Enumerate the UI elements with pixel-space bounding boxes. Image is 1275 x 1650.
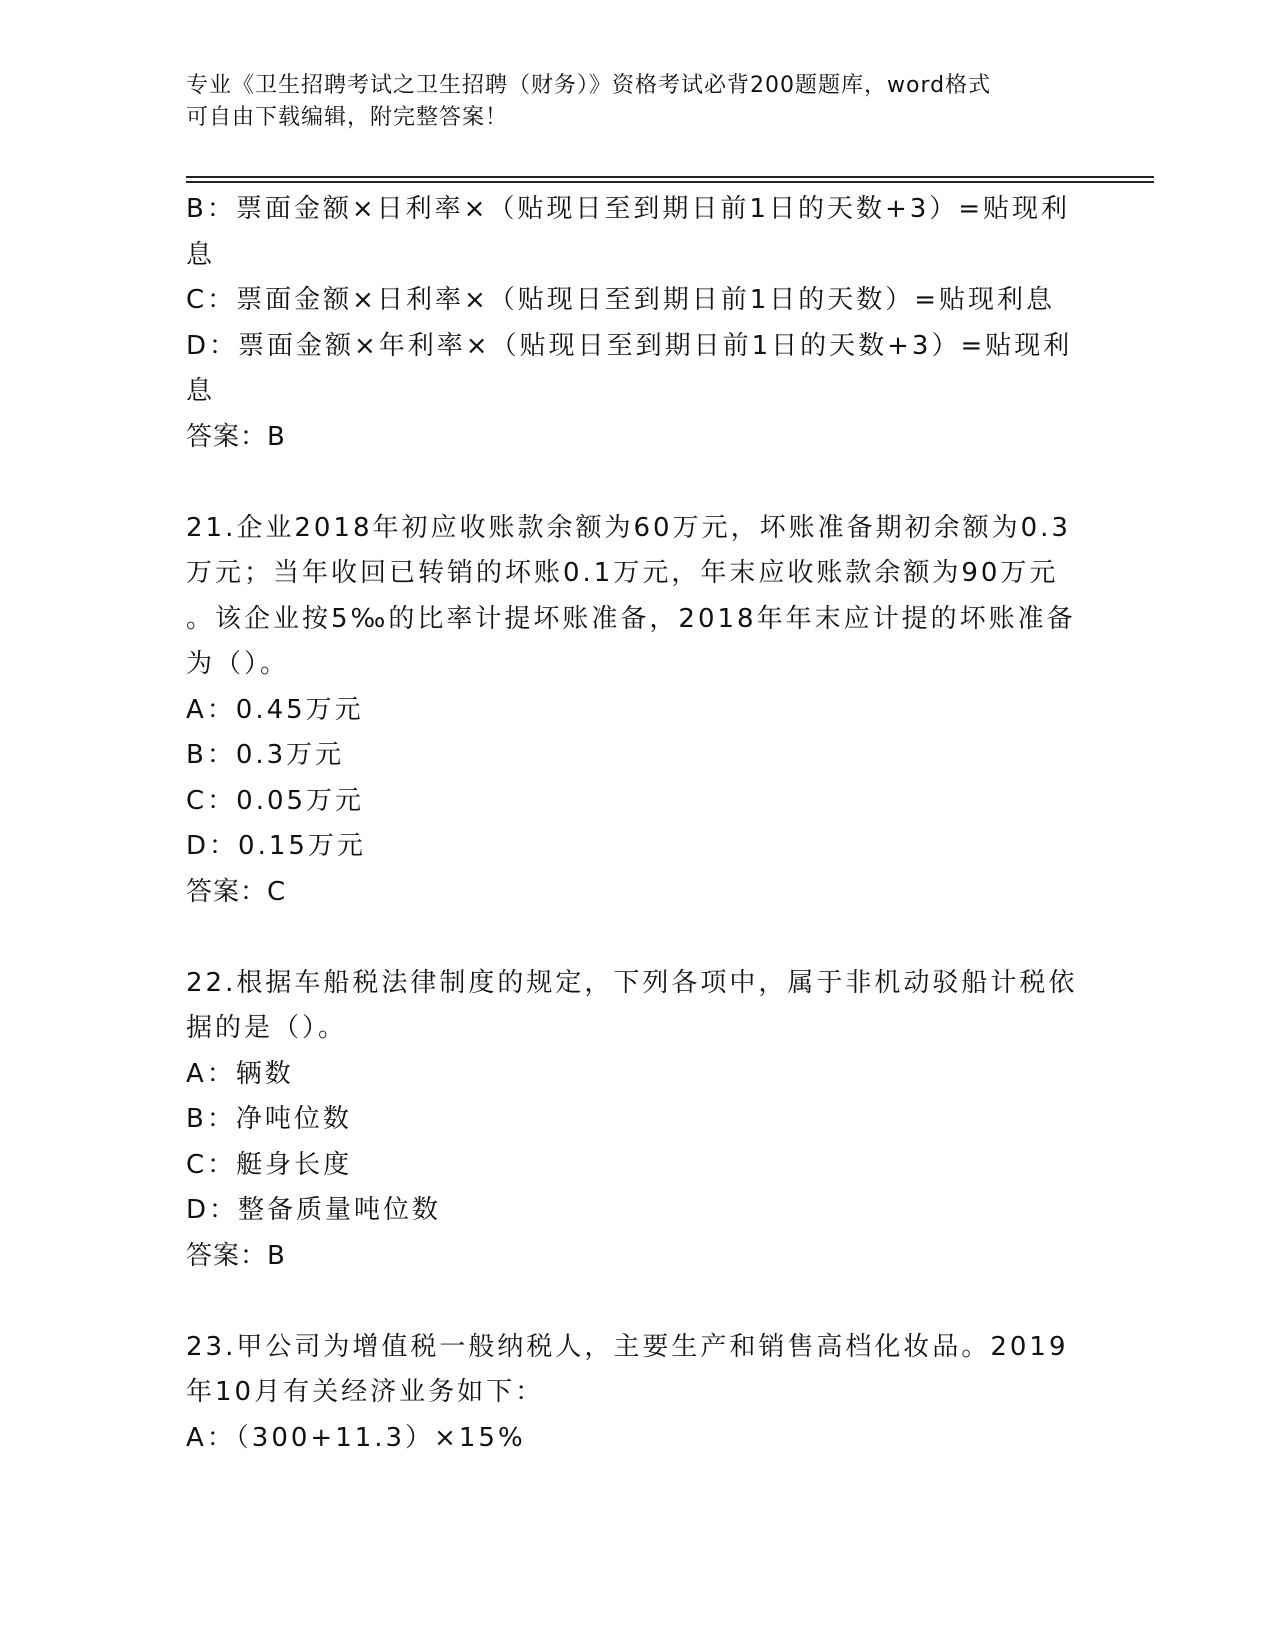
document-header bbox=[186, 70, 1066, 134]
option-c: C：0.05万元 bbox=[186, 785, 365, 816]
option-d-line-1: D：票面金额×年利率×（贴现日至到期日前1日的天数+3）=贴现利 bbox=[186, 330, 1073, 361]
header-divider-bottom bbox=[186, 181, 1154, 183]
header-divider-top bbox=[186, 176, 1154, 178]
question-22-stem-line-2: 据的是（）。 bbox=[186, 1013, 348, 1043]
spacer bbox=[186, 460, 1066, 506]
question-22 bbox=[186, 961, 1078, 1280]
question-21 bbox=[186, 506, 1076, 916]
answer-21: 答案：C bbox=[186, 876, 287, 907]
option-d: D：整备质量吨位数 bbox=[186, 1195, 442, 1225]
question-23-stem-line-2: 年10月有关经济业务如下： bbox=[186, 1377, 545, 1407]
question-21-stem-line-4: 为（）。 bbox=[186, 649, 290, 679]
question-22-stem-line-1: 22.根据车船税法律制度的规定，下列各项中，属于非机动驳船计税依 bbox=[186, 967, 1078, 998]
question-23-stem-line-1: 23.甲公司为增值税一般纳税人，主要生产和销售高档化妆品。2019 bbox=[186, 1331, 1069, 1362]
question-20-remainder bbox=[186, 187, 1073, 460]
option-c: C：艇身长度 bbox=[186, 1149, 353, 1180]
spacer bbox=[186, 915, 1066, 961]
header-line-1: 专业《卫生招聘考试之卫生招聘（财务）》资格考试必背200题题库，word格式 bbox=[186, 73, 992, 98]
option-b: B：净吨位数 bbox=[186, 1104, 352, 1134]
option-d-line-2: 息 bbox=[186, 376, 216, 406]
question-21-stem-line-3: 。该企业按5‰的比率计提坏账准备，2018年年末应计提的坏账准备 bbox=[186, 603, 1076, 634]
option-b-line-1: B：票面金额×日利率×（贴现日至到期日前1日的天数+3）=贴现利 bbox=[186, 194, 1071, 224]
option-b-line-2: 息 bbox=[186, 239, 216, 270]
spacer bbox=[186, 1279, 1066, 1325]
question-content bbox=[186, 187, 1078, 1461]
answer-22: 答案：B bbox=[186, 1240, 286, 1271]
option-c: C：票面金额×日利率×（贴现日至到期日前1日的天数）=贴现利息 bbox=[186, 285, 1056, 315]
option-d: D：0.15万元 bbox=[186, 831, 366, 861]
header-line-2: 可自由下载编辑，附完整答案！ bbox=[186, 105, 509, 130]
option-a: A：辆数 bbox=[186, 1058, 294, 1089]
option-b: B：0.3万元 bbox=[186, 740, 345, 770]
question-21-stem-line-1: 21.企业2018年初应收账款余额为60万元，坏账准备期初余额为0.3 bbox=[186, 512, 1071, 543]
option-a: A：（300+11.3）×15% bbox=[186, 1422, 526, 1453]
answer-20: 答案：B bbox=[186, 421, 286, 452]
question-21-stem-line-2: 万元；当年收回已转销的坏账0.1万元，年末应收账款余额为90万元 bbox=[186, 558, 1059, 588]
option-a: A：0.45万元 bbox=[186, 694, 364, 725]
question-23 bbox=[186, 1325, 1069, 1462]
